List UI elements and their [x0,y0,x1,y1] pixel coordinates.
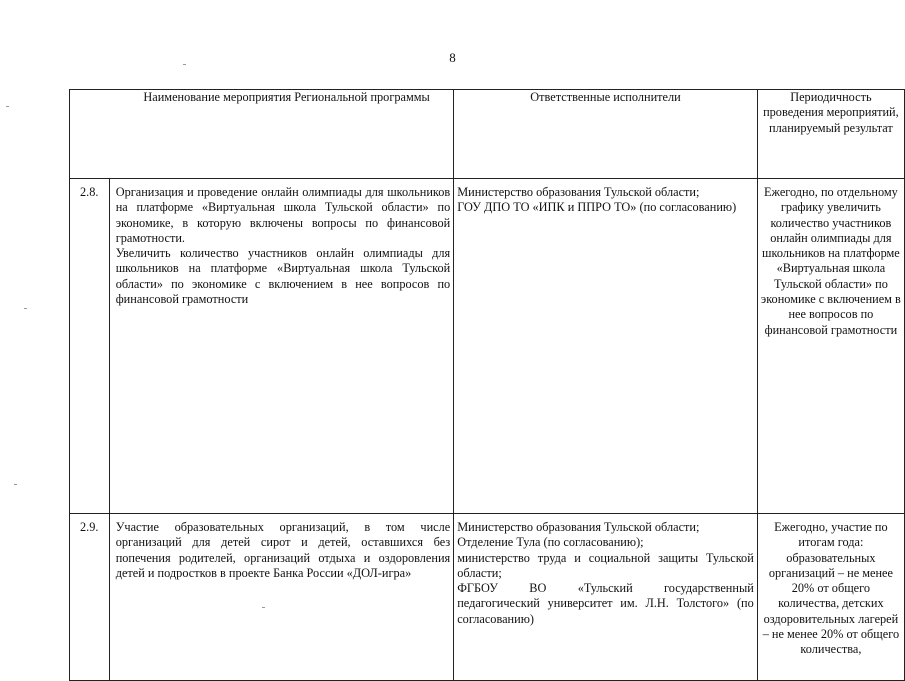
scan-speck [262,607,265,608]
table-row [70,514,905,681]
row-number: 2.9. [70,514,110,681]
row-number: 2.8. [70,179,110,514]
row-periodicity-cell: Ежегодно, по отдельному графику увеличить количество участников онлайн олимпиады для школьников на платформе «Виртуальная школа Тульской области» по экономике с включением в нее вопросов по финансовой грамотности [757,179,904,514]
scan-speck [24,308,27,309]
row-title-paragraph: Участие образовательных организаций, в том числе организаций для детей сирот и детей, оставшихся без попечения родителей, организаций отдыха и оздоровления детей и подростков в проекте Банка России «ДОЛ-игра» [115,520,451,580]
header-responsible-cell: Ответственные исполнители [454,90,758,179]
row-responsible-paragraph: ФГБОУ ВО «Тульский государственный педагогический университет им. Л.Н. Толстого» (по согласованию) [457,581,754,626]
row-title-paragraph: Увеличить количество участников онлайн олимпиады для школьников на платформе «Виртуальная школа Тульской области» по экономике с включением в нее вопросов по финансовой грамотности [115,246,451,307]
program-table [69,89,905,681]
row-responsible-paragraph: министерство труда и социальной защиты Тульской области; [457,550,754,580]
row-title-paragraph: Организация и проведение онлайн олимпиады для школьников на платформе «Виртуальная школа Тульской области» по экономике, в которую включены вопросы по финансовой грамотности. [115,185,451,245]
scan-speck [6,106,9,107]
header-title-cell: Наименование мероприятия Региональной программы [70,90,454,179]
page-number: 8 [449,50,456,65]
row-responsible-cell [454,514,758,681]
table-row [70,179,905,514]
row-responsible-paragraph: ГОУ ДПО ТО «ИПК и ППРО ТО» (по согласованию) [457,200,737,215]
table-header-row [70,90,905,179]
header-periodicity-cell: Периодичность проведения мероприятий, планируемый результат [757,90,904,179]
row-responsible-cell [454,179,758,514]
row-periodicity-cell: Ежегодно, участие по итогам года: образовательных организаций – не менее 20% от общего количества, детских оздоровительных лагерей – не менее 20% от общего количества, [757,514,904,681]
row-responsible-paragraph: Министерство образования Тульской области; [457,185,700,199]
scan-speck [14,484,17,485]
row-responsible-paragraph: Отделение Тула (по согласованию); [457,535,644,550]
row-title-cell [109,179,454,514]
row-responsible-paragraph: Министерство образования Тульской области; [457,520,700,534]
scan-speck [183,64,186,65]
row-title-cell [109,514,454,681]
